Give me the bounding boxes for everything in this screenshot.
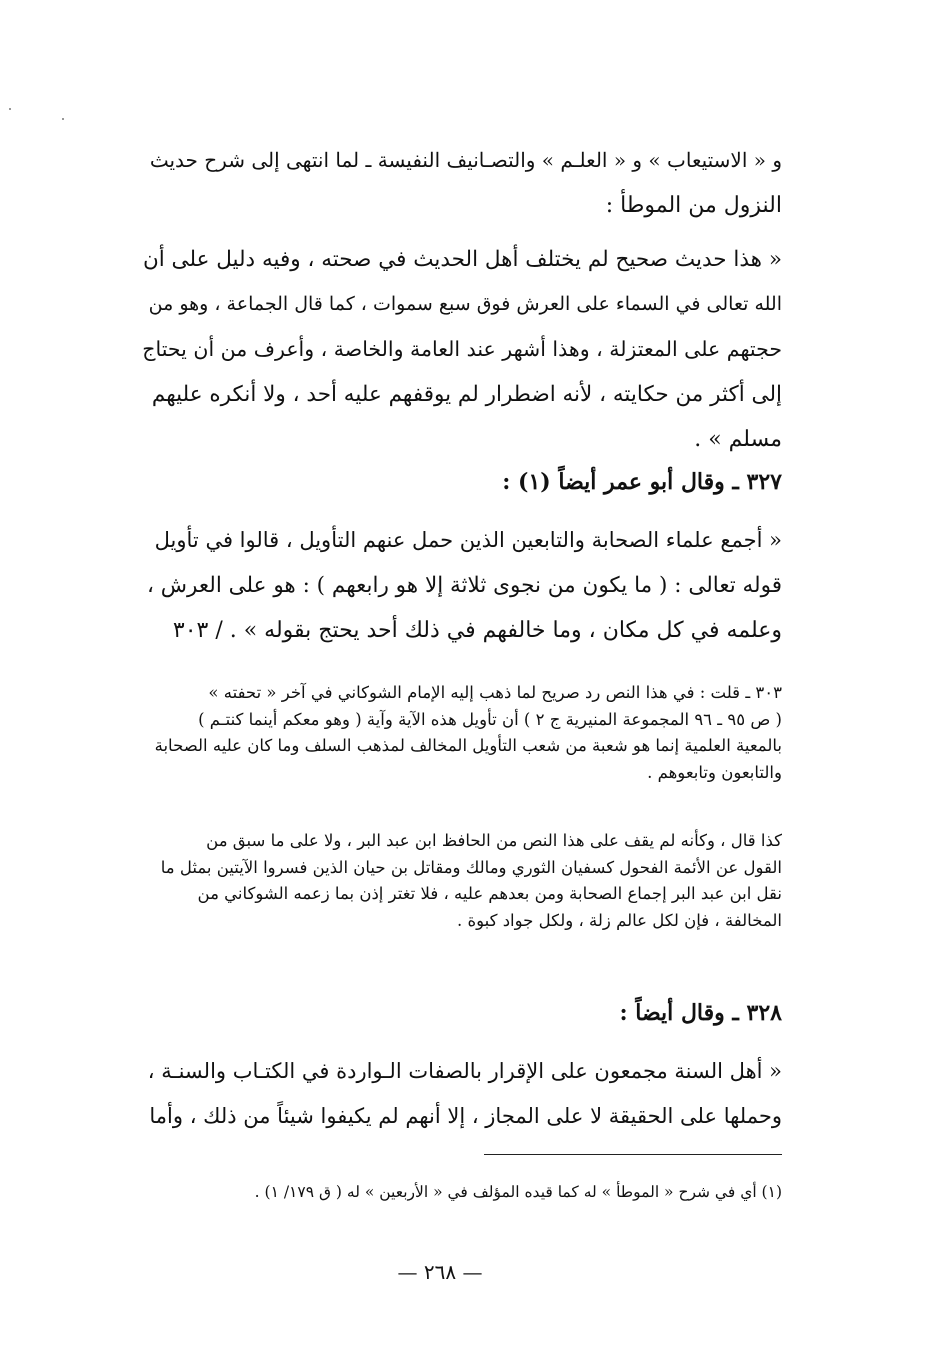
text-line: نقل ابن عبد البر إجماع الصحابة ومن بعدهم عليه ، فلا تغتر إذن بما زعمه الشوكاني من (197, 884, 782, 903)
text-line: النزول من الموطأ : (605, 193, 782, 218)
text-line: ٣٠٣ ـ قلت : في هذا النص رد صريح لما ذهب إليه الإمام الشوكاني في آخر « تحفته » (208, 683, 782, 702)
footnote-divider (484, 1154, 782, 1155)
scan-speck (9, 108, 11, 110)
text-line: الله تعالى في السماء على العرش فوق سبع سموات ، كما قال الجماعة ، وهو من (148, 293, 782, 315)
text-line: حجتهم على المعتزلة ، وهذا أشهر عند العامة والخاصة ، وأعرف من أن يحتاج (142, 337, 782, 361)
text-line: « هذا حديث صحيح لم يختلف أهل الحديث في صحته ، وفيه دليل على أن (142, 247, 782, 272)
text-line: مسلم » . (694, 427, 782, 452)
text-line: ( ص ٩٥ ـ ٩٦ المجموعة المنيرية ج ٢ ) أن تأويل هذه الآية وآية ( وهو معكم أينما كنتـم ) (198, 709, 782, 729)
commentary-note-continued (142, 828, 782, 934)
text-line: وحملها على الحقيقة لا على المجاز ، إلا أنهم لم يكيفوا شيئاً من ذلك ، وأما (149, 1104, 782, 1128)
text-line: بالمعية العلمية إنما هو شعبة من شعب التأويل المخالف لمذهب السلف وما كان عليه الصحابة (154, 736, 782, 755)
section-heading-328: ٣٢٨ ـ وقال أيضاً : (619, 1000, 782, 1026)
quote-paragraph-3 (142, 1049, 782, 1139)
page-number: — ٢٦٨ — (397, 1260, 483, 1284)
quote-paragraph-1 (142, 237, 782, 462)
text-line: كذا قال ، وكأنه لم يقف على هذا النص من الحافظ ابن عبد البر ، ولا على ما سبق من (206, 831, 782, 850)
text-line: والتابعون وتابعوهم . (647, 762, 782, 782)
text-line: إلى أكثر من حكايته ، لأنه اضطرار لم يوقفهم عليه أحد ، ولا أنكره عليهم (151, 382, 782, 407)
text-line: المخالفة ، فإن لكل عالم زلة ، ولكل جواد كبوة . (456, 910, 782, 930)
commentary-note-303 (142, 680, 782, 786)
text-line: قوله تعالى : ( ما يكون من نجوى ثلاثة إلا هو رابعهم ) : هو على العرش ، (147, 573, 782, 598)
text-line: « أهل السنة مجمعون على الإقرار بالصفات الـواردة في الكتـاب والسنـة ، (147, 1059, 782, 1083)
quote-paragraph-2 (142, 518, 782, 653)
text-line: و « الاستيعاب » و « العلـم » والتصـانيف النفيسة ـ لما انتهى إلى شرح حديث (149, 148, 782, 172)
footnote: (١) أي في شرح « الموطأ » له كما قيده المؤلف في « الأربعين » له ( ق ١٧٩/ ١) . (254, 1183, 782, 1201)
scan-speck (62, 118, 64, 120)
section-heading-327: ٣٢٧ ـ وقال أبو عمر أيضاً (١) : (502, 469, 782, 495)
text-line: « أجمع علماء الصحابة والتابعين الذين حمل عنهم التأويل ، قالوا في تأويل (154, 528, 782, 552)
text-line: وعلمه في كل مكان ، وما خالفهم في ذلك أحد يحتج بقوله » . / ٣٠٣ (172, 618, 782, 643)
intro-paragraph (142, 138, 782, 228)
text-line: القول عن الأئمة الفحول كسفيان الثوري ومالك ومقاتل بن حيان الذين فسروا الآيتين بمثل ما (160, 857, 782, 877)
